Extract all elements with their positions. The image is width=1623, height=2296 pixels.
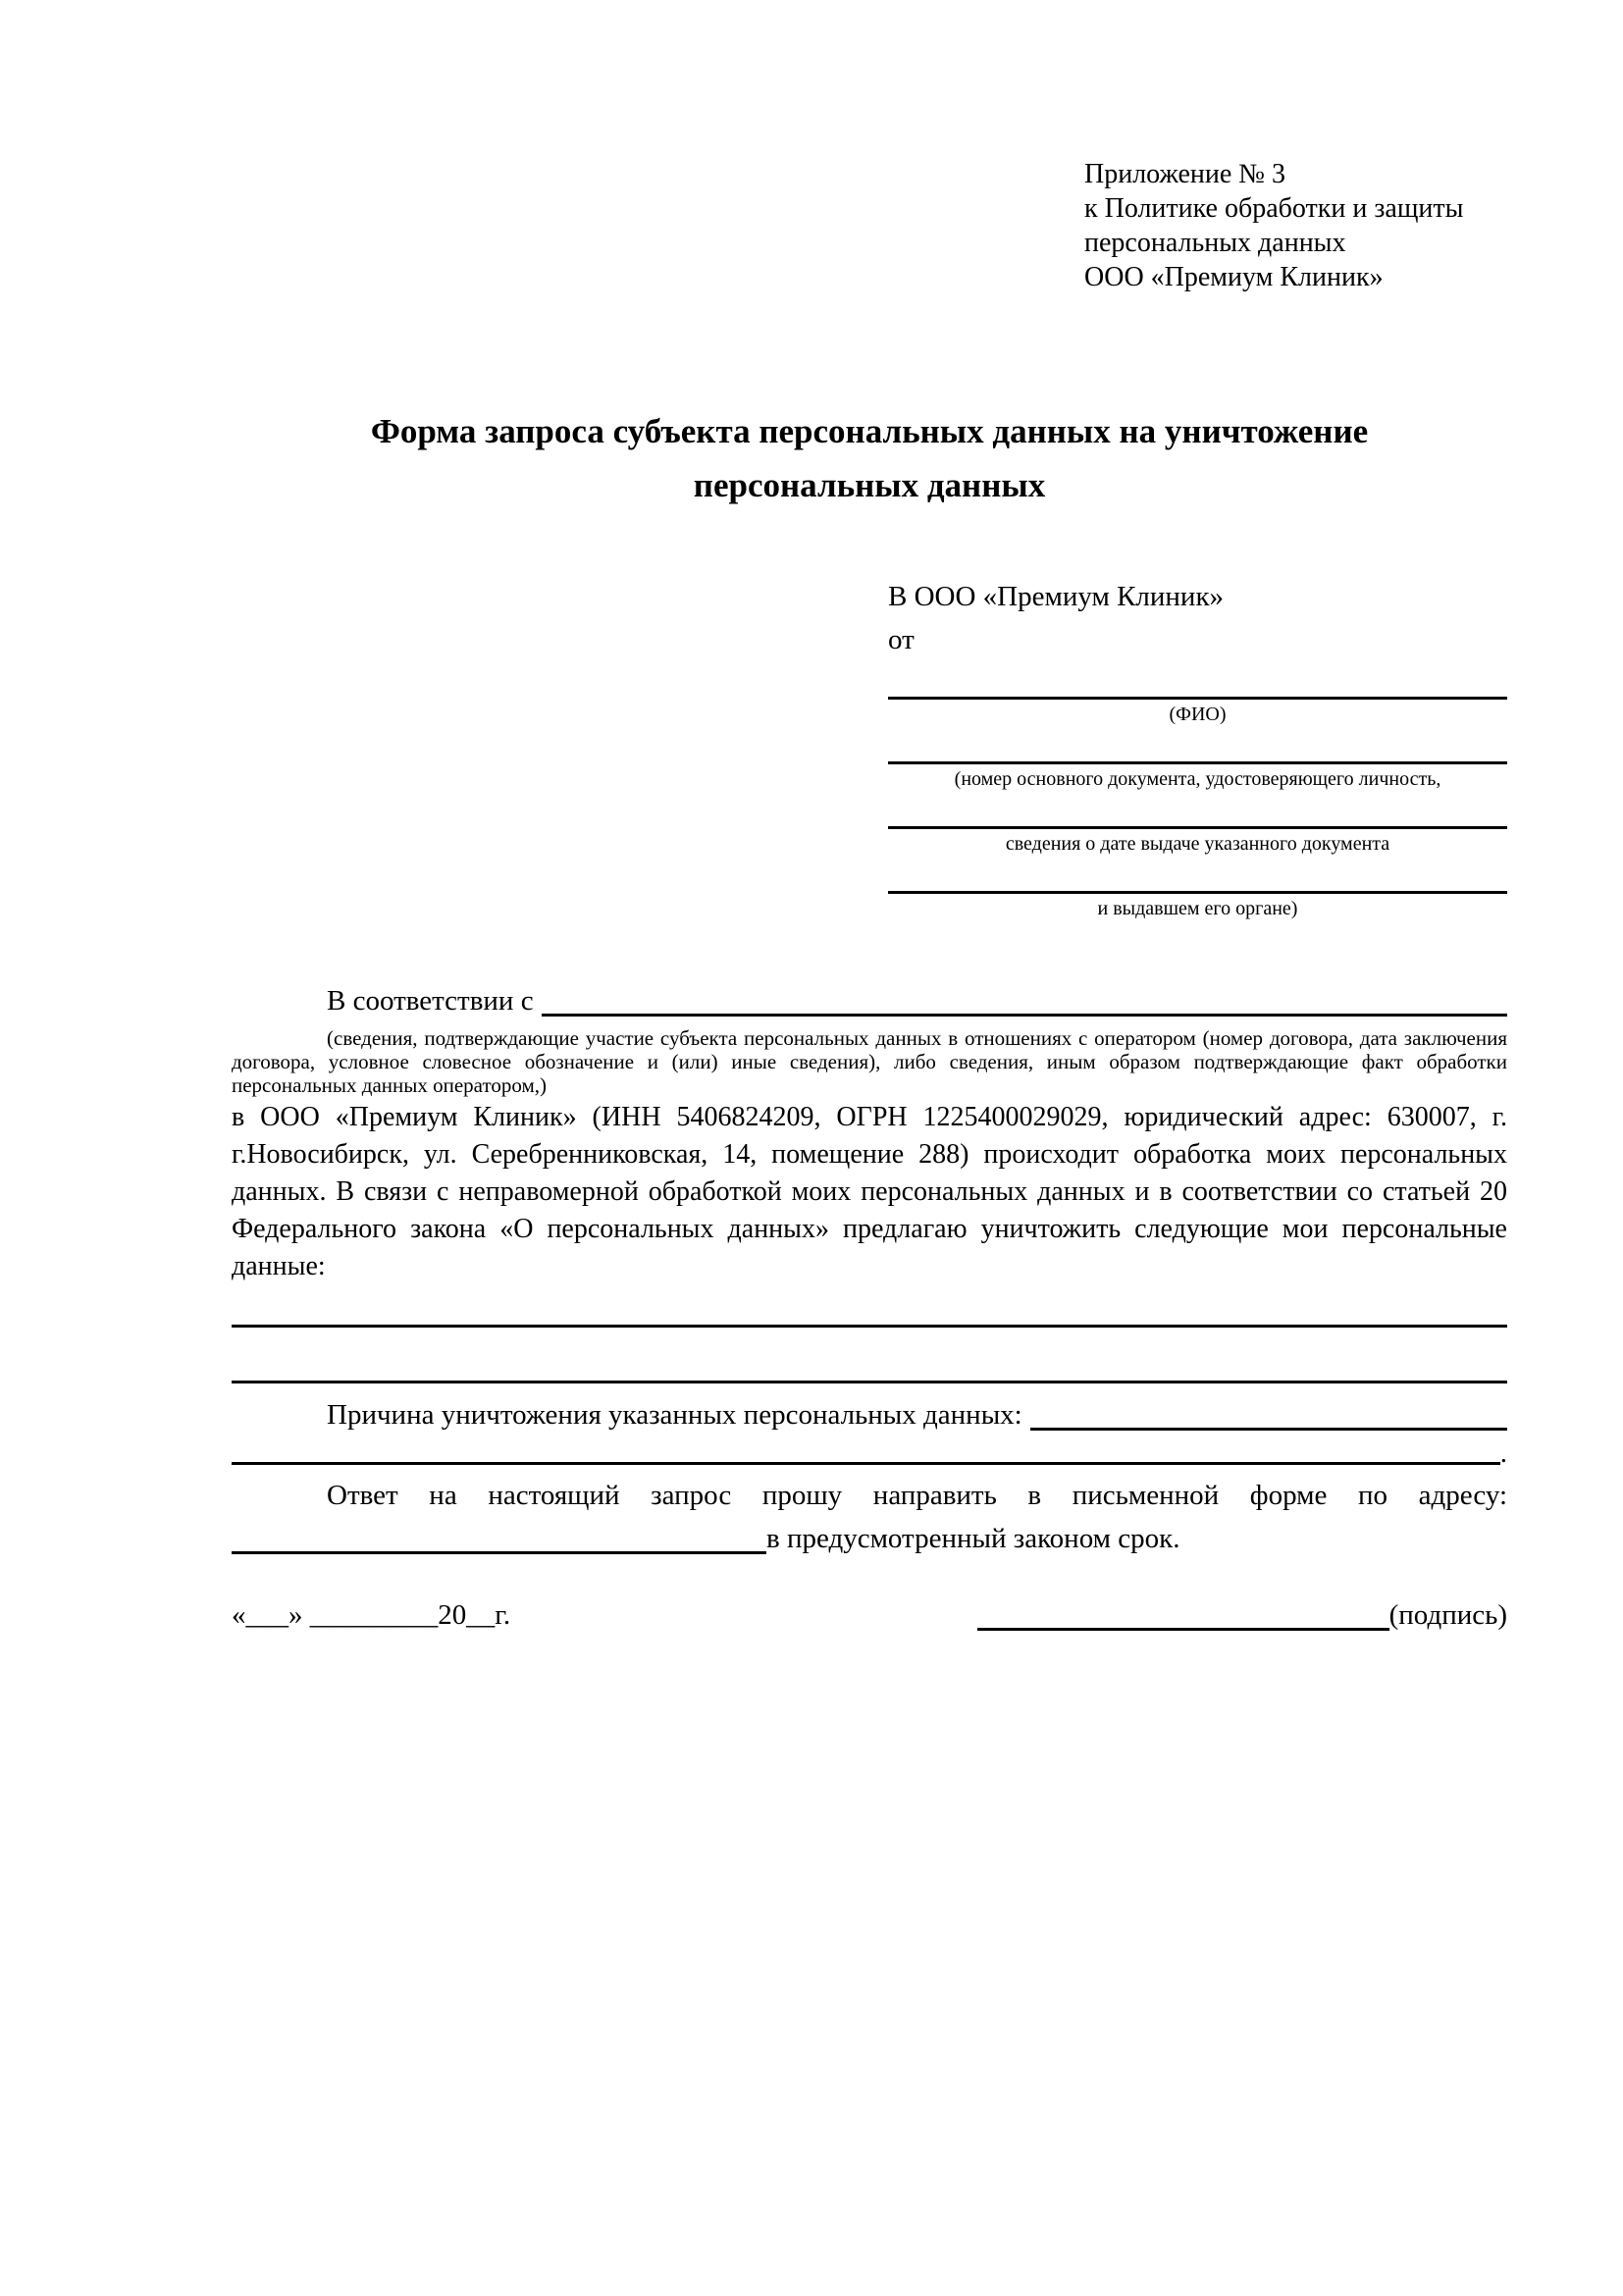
- signature-caption: (подпись): [1388, 1599, 1507, 1631]
- addressee-from-label: от: [888, 624, 915, 655]
- accordance-row: [232, 979, 1507, 1022]
- sentence-period: .: [1499, 1437, 1507, 1469]
- addressee-to: В ООО «Премиум Клиник»: [888, 581, 1225, 612]
- fio-input-line[interactable]: [888, 689, 1507, 700]
- appendix-note-line: к Политике обработки и защиты: [1084, 193, 1464, 224]
- signature-group: [977, 1593, 1507, 1637]
- address-input-line[interactable]: [232, 1517, 766, 1554]
- fio-field: [888, 689, 1507, 726]
- reason-input-line-2[interactable]: [232, 1438, 1500, 1465]
- addressee-block: [888, 575, 1507, 920]
- accordance-label: В соответствии с: [327, 985, 534, 1017]
- document-number-input-line[interactable]: [888, 754, 1507, 764]
- personal-data-input-line-1[interactable]: [232, 1325, 1507, 1328]
- issue-date-input-line[interactable]: [888, 818, 1507, 829]
- reason-label: Причина уничтожения указанных персональных данных:: [327, 1399, 1022, 1431]
- issuing-authority-caption: и выдавшем его органе): [1097, 898, 1298, 919]
- appendix-note: [1084, 157, 1507, 294]
- reason-continuation-row: [232, 1438, 1507, 1468]
- accordance-input-line[interactable]: [542, 979, 1507, 1017]
- address-row: [232, 1517, 1507, 1560]
- appendix-note-line: ООО «Премиум Клиник»: [1084, 262, 1384, 292]
- date-placeholder[interactable]: «___» _________20__г.: [232, 1599, 511, 1631]
- issuing-authority-input-line[interactable]: [888, 883, 1507, 894]
- issue-date-field: [888, 818, 1507, 856]
- document-number-field: [888, 754, 1507, 791]
- signature-input-line[interactable]: [977, 1593, 1389, 1631]
- issuing-authority-field: [888, 883, 1507, 920]
- response-tail-text: в предусмотренный законом срок.: [766, 1523, 1180, 1554]
- document-title: Форма запроса субъекта персональных данных на уничтожение персональных данных: [370, 412, 1369, 504]
- reason-row: [232, 1393, 1507, 1436]
- response-request-text: Ответ на настоящий запрос прошу направить в письменной форме по адресу:: [327, 1480, 1507, 1511]
- document-number-caption: (номер основного документа, удостоверяющего личность,: [954, 768, 1441, 790]
- main-paragraph: в ООО «Премиум Клиник» (ИНН 5406824209, ОГРН 1225400029029, юридический адрес: 630007, г. г.Новосибирск, ул. Серебренниковская, 14, помещение 288) происходит обработка моих персональных данных. В связи с неправомерной обработкой моих персональных данных и в соответствии со статьей 20 Федерального закона «О персональных данных» предлагаю уничтожить следующие мои персональные данные:: [232, 1102, 1507, 1281]
- personal-data-input-line-2[interactable]: [232, 1381, 1507, 1383]
- accordance-note: (сведения, подтверждающие участие субъекта персональных данных в отношениях с оператором (номер договора, дата заключения договора, условное словесное обозначение и (или) иные сведения), либо сведения, иным образом подтверждающие факт обработки персональных данных оператором,): [232, 1026, 1507, 1097]
- fio-caption: (ФИО): [1169, 704, 1227, 725]
- reason-input-line[interactable]: [1030, 1393, 1507, 1431]
- appendix-note-line: Приложение № 3: [1084, 159, 1285, 189]
- signoff-row: [232, 1593, 1507, 1637]
- appendix-note-line: персональных данных: [1084, 228, 1346, 258]
- issue-date-caption: сведения о дате выдаче указанного документа: [1005, 833, 1390, 855]
